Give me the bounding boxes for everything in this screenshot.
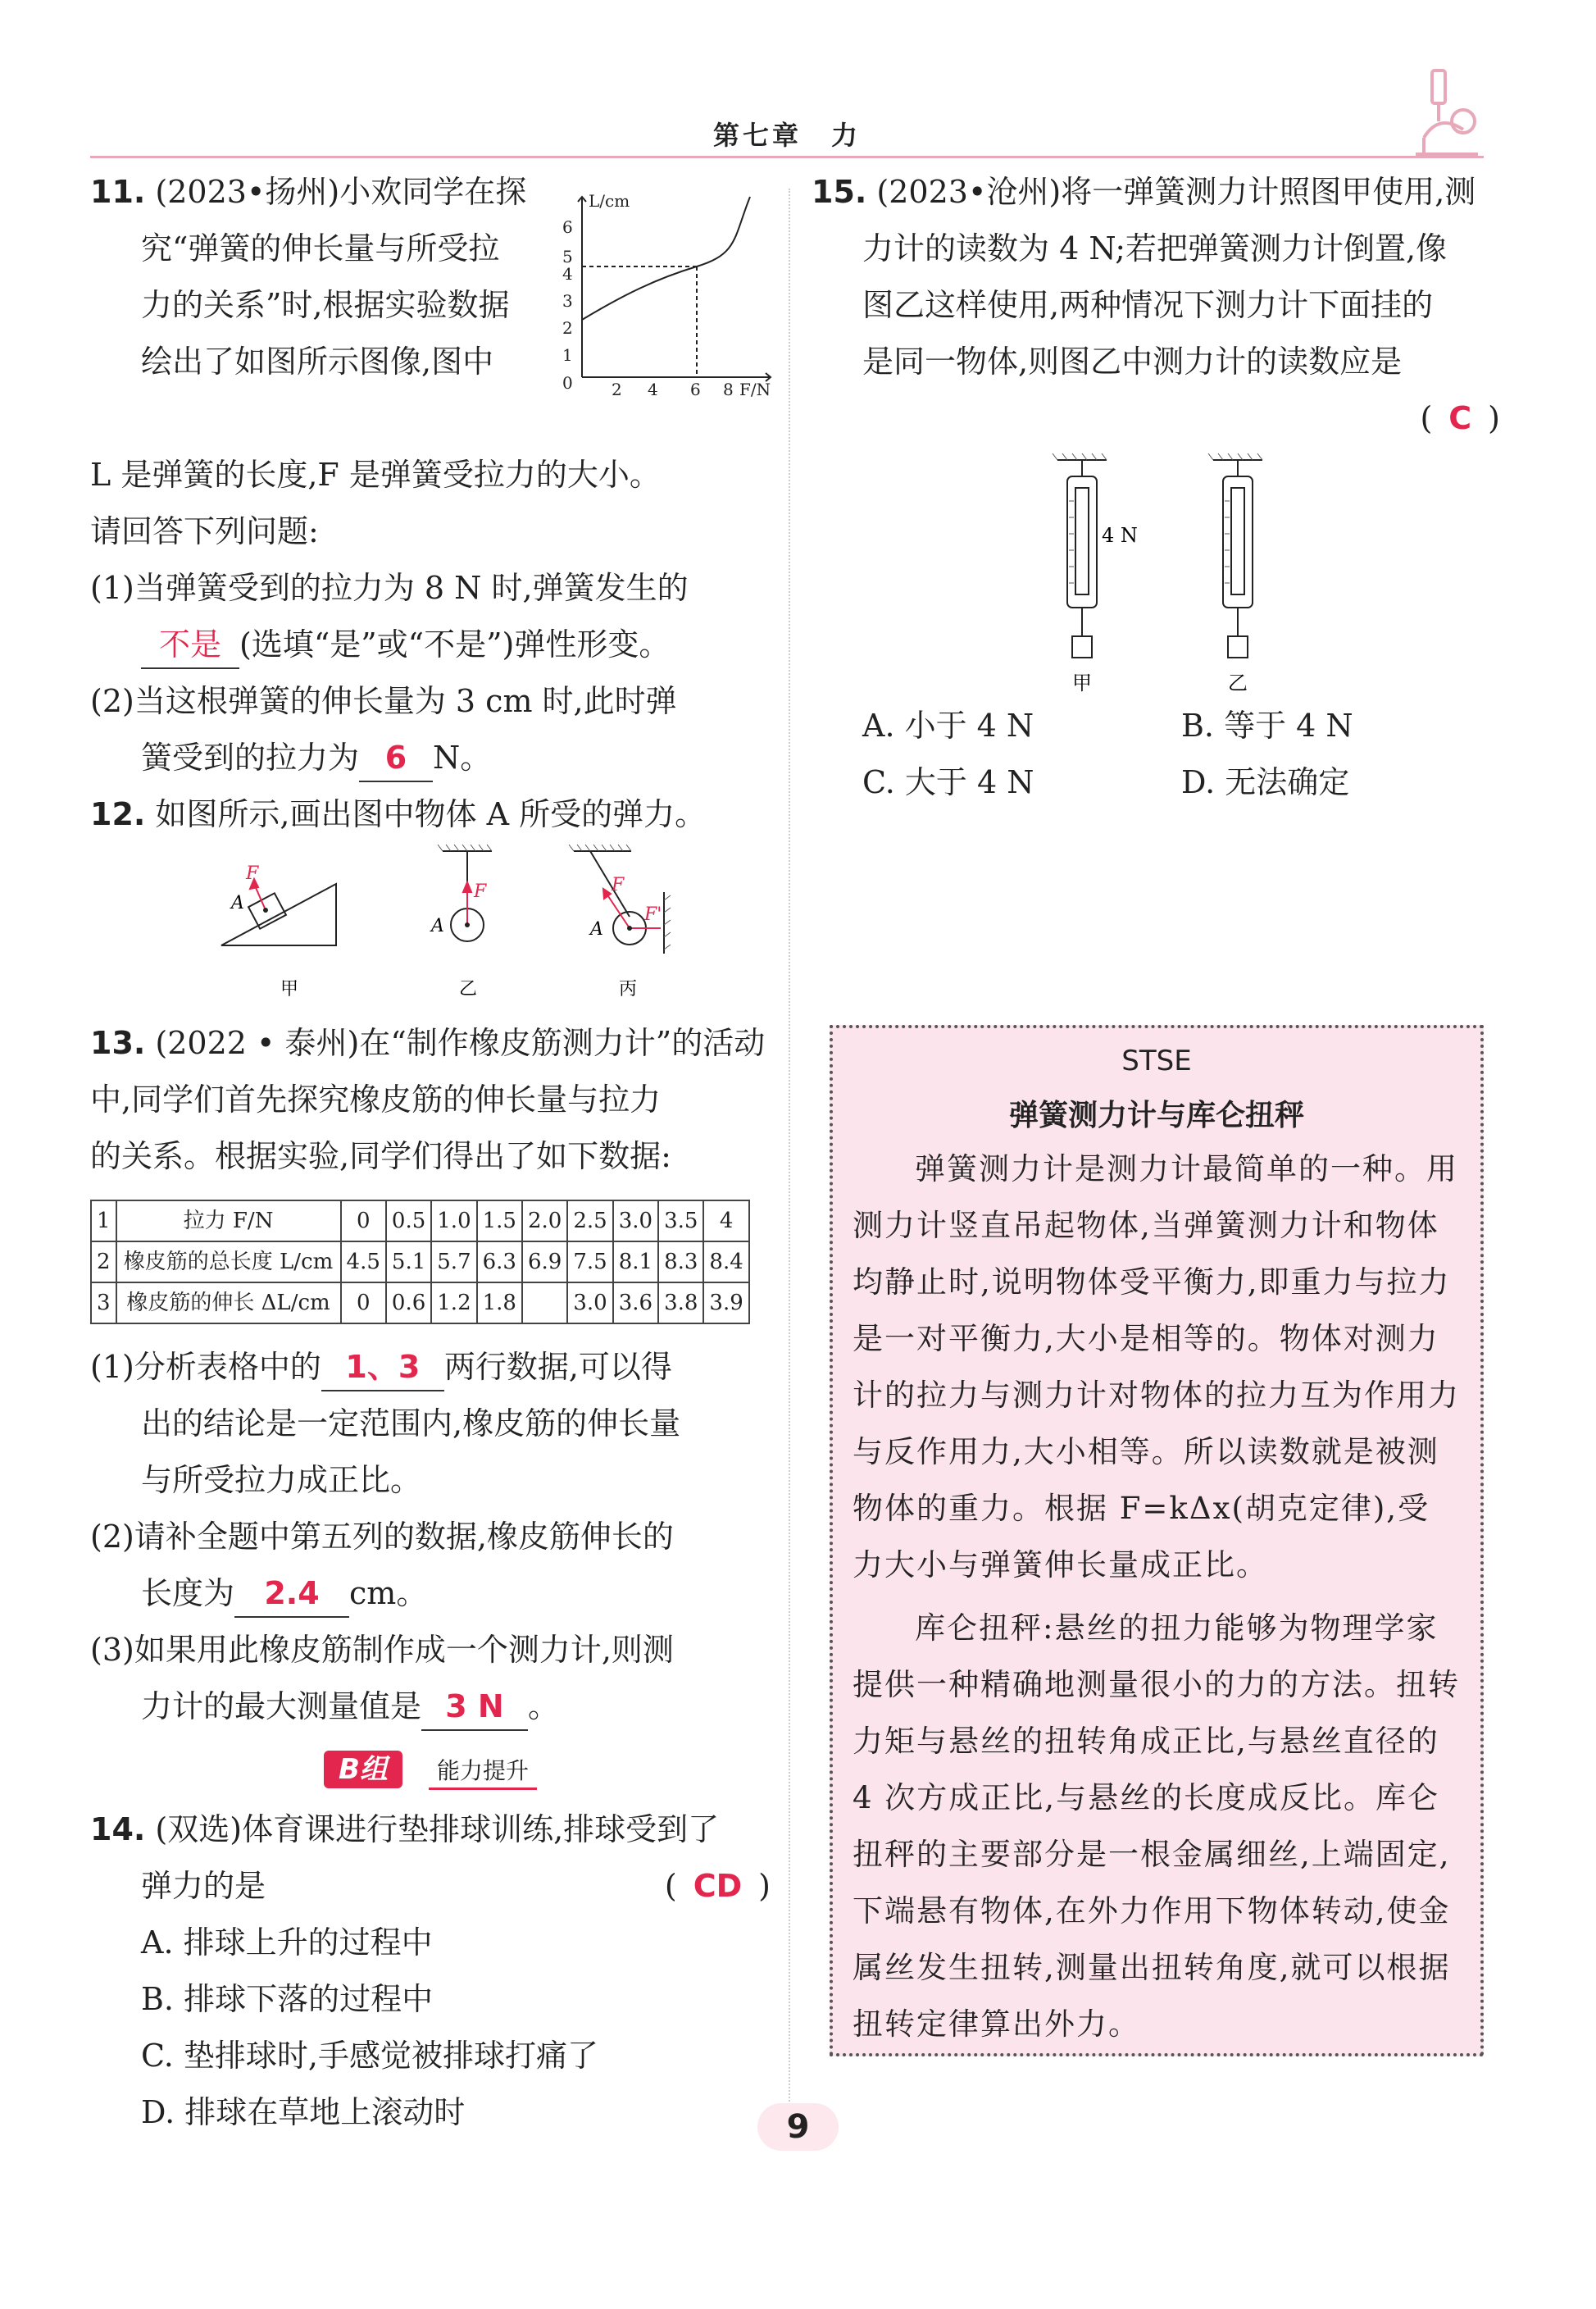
table-cell: 1.5 [477,1200,522,1241]
table-cell: 2 [91,1241,116,1282]
table-cell [522,1282,567,1323]
question-text: 请回答下列问题: [90,513,319,549]
graph-xtick: 4 [648,380,658,399]
table-cell: 5.7 [431,1241,476,1282]
question-11 [90,164,771,447]
sub-question-cont: 力计的最大测量值是 3 N 。 [90,1678,771,1735]
option: B. 排球下落的过程中 [141,1981,434,2017]
question-text: 是同一物体,则图乙中测力计的读数应是 [862,344,1403,380]
graph-xtick: 6 [690,380,701,399]
table-cell: 1 [91,1200,116,1241]
table-cell: 3 [91,1282,116,1323]
options [812,698,1500,811]
left-column [90,164,771,2141]
data-table [90,1200,750,1324]
answer-blank: 6 [359,735,433,782]
header-rule [90,156,1484,158]
table-cell: 1.8 [477,1282,522,1323]
sub-question: (2)请补全题中第五列的数据,橡皮筋伸长的 [90,1519,674,1555]
question-12 [90,786,771,843]
stse-paragraph: 库仑扭秤:悬丝的扭力能够为物理学家提供一种精确地测量很小的力的方法。扭转力矩与悬丝的扭转角成正比,与悬丝直径的 4 次方成正比,与悬丝的长度成反比。库仑扭秤的主要部分是一根金属细丝,上端固定,下端悬有物体,在外力作用下物体转动,使金属丝发生扭转,测量出扭转角度,就可以根据扭转定律算出外力。 [853,1610,1460,2042]
table-row [91,1241,749,1282]
sub-question-cont: 簧受到的拉力为 6 N。 [90,730,771,786]
option: C. 垫排球时,手感觉被排球打痛了 [141,2038,598,2074]
sub-question-cont: 不是 (选填“是”或“不是”)弹性形变。 [90,617,771,673]
microscope-icon [1399,64,1489,162]
spring-graph [549,180,787,402]
group-badge: B组 [324,1751,402,1788]
table-cell: 6.9 [522,1241,567,1282]
page-header [90,115,1484,156]
table-cell: 0.6 [386,1282,431,1323]
answer-row [812,390,1500,447]
table-cell: 7.5 [567,1241,612,1282]
table-cell: 2.5 [567,1200,612,1241]
table-row [91,1282,749,1323]
question-14: 14. (双选)体育课进行垫排球训练,排球受到了 [90,1811,720,1847]
answer-paren: ( C ) [1420,400,1500,436]
question-text: 弹力的是 ( CD ) [90,1858,771,1915]
question-text: 力的关系”时,根据实验数据 [141,287,510,323]
question-text: L 是弹簧的长度,F 是弹簧受拉力的大小。 [90,457,661,493]
force-label: F [474,881,487,902]
option: C. 大于 4 N [862,764,1034,800]
graph-ytick: 1 [562,345,573,365]
question-number: 15. [812,174,867,210]
question-text: 图乙这样使用,两种情况下测力计下面挂的 [862,287,1434,323]
stse-title: 弹簧测力计与库仑扭秤 [1008,1099,1304,1132]
sub-question: (1)分析表格中的 1、3 两行数据,可以得 [90,1339,771,1396]
table-cell: 1.2 [431,1282,476,1323]
table-cell: 3.6 [613,1282,658,1323]
table-cell: 2.0 [522,1200,567,1241]
sub-question: (1)当弹簧受到的拉力为 8 N 时,弹簧发生的 [90,570,689,606]
question-text: 究“弹簧的伸长量与所受拉 [141,230,500,266]
question-text: 如图所示,画出图中物体 A 所受的弹力。 [155,796,707,832]
page-number: 9 [0,2103,1596,2151]
table-cell: 8.3 [658,1241,703,1282]
object-label: A [231,893,244,913]
answer-blank: 2.4 [234,1570,349,1618]
graph-ytick: 5 [562,247,573,266]
answer-blank: 3 N [421,1683,528,1731]
object-label: A [590,919,603,940]
option: D. 排球在草地上滚动时 [141,2094,466,2130]
question-number: 12. [90,796,146,832]
question-text: 绘出了如图所示图像,图中 [141,344,494,380]
column-divider [789,189,790,2140]
table-cell: 8.4 [703,1241,748,1282]
sub-question: (3)如果用此橡皮筋制作成一个测力计,则测 [90,1632,674,1668]
sub-question-cont: 长度为 2.4 cm。 [90,1565,771,1622]
force-diagrams [90,843,771,1015]
object-label: A [431,916,444,936]
force-label: F' [644,904,662,925]
graph-ytick: 3 [562,291,573,311]
answer-blank: 不是 [141,622,239,669]
option: A. 小于 4 N [862,708,1034,744]
table-cell: 3.5 [658,1200,703,1241]
question-text: (2023•扬州)小欢同学在探 [155,174,527,210]
graph-ytick: 0 [562,373,573,393]
question-text: 的关系。根据实验,同学们得出了如下数据: [90,1138,671,1174]
scale-reading: 4 N [1102,524,1138,547]
table-cell: 3.8 [658,1282,703,1323]
graph-xtick: 2 [612,380,622,399]
spring-scale-figures [812,452,1500,698]
figure-caption: 甲 [1072,672,1092,695]
figure-caption: 乙 [459,979,478,1000]
force-label: F [246,863,259,884]
table-cell: 0 [341,1200,386,1241]
force-label: F [612,875,625,895]
sub-question: (2)当这根弹簧的伸长量为 3 cm 时,此时弹 [90,683,677,719]
table-cell: 拉力 F/N [116,1200,341,1241]
question-number: 14. [90,1811,146,1847]
table-cell: 橡皮筋的伸长 ΔL/cm [116,1282,341,1323]
graph-ytick: 4 [562,264,573,284]
table-row [91,1200,749,1241]
table-cell: 0.5 [386,1200,431,1241]
stse-tag: STSE [1121,1045,1192,1077]
question-13: 13. (2022 • 泰州)在“制作橡皮筋测力计”的活动 [90,1025,766,1061]
table-cell: 4 [703,1200,748,1241]
question-text: 中,同学们首先探究橡皮筋的伸长量与拉力 [90,1082,662,1118]
table-cell: 8.1 [613,1241,658,1282]
table-cell: 3.0 [613,1200,658,1241]
table-cell: 4.5 [341,1241,386,1282]
table-cell: 0 [341,1282,386,1323]
graph-xlabel: F/N [739,380,771,399]
table-cell: 橡皮筋的总长度 L/cm [116,1241,341,1282]
chapter-title: 第七章 力 [712,120,861,151]
question-text: 力计的读数为 4 N;若把弹簧测力计倒置,像 [862,230,1448,266]
question-number: 13. [90,1025,146,1061]
graph-ytick: 6 [562,217,573,237]
answer-blank: 1、3 [321,1344,444,1391]
table-cell: 5.1 [386,1241,431,1282]
figure-caption: 丙 [619,979,638,1000]
graph-ylabel: L/cm [589,191,630,211]
section-b-banner [90,1740,771,1797]
group-label: 能力提升 [429,1755,537,1790]
question-number: 11. [90,174,146,210]
question-text: 出的结论是一定范围内,橡皮筋的伸长量 [141,1405,681,1441]
stse-paragraph: 弹簧测力计是测力计最简单的一种。用测力计竖直吊起物体,当弹簧测力计和物体均静止时,说明物体受平衡力,即重力与拉力是一对平衡力,大小是相等的。物体对测力计的拉力与测力计对物体的拉力互为作用力与反作用力,大小相等。所以读数就是被测物体的重力。根据 F=kΔx(胡克定律),受力大小与弹簧伸长量成正比。 [853,1151,1460,1583]
table-cell: 6.3 [477,1241,522,1282]
table-cell: 1.0 [431,1200,476,1241]
right-column [812,164,1500,811]
question-15: 15. (2023•沧州)将一弹簧测力计照图甲使用,测 [812,174,1476,210]
table-cell: 3.0 [567,1282,612,1323]
option: B. 等于 4 N [1181,708,1353,744]
figure-caption: 乙 [1228,672,1248,695]
graph-ytick: 2 [562,318,573,338]
table-cell: 3.9 [703,1282,748,1323]
graph-xtick: 8 [723,380,734,399]
stse-box [830,1025,1484,2056]
option: D. 无法确定 [1181,764,1350,800]
figure-caption: 甲 [280,979,299,1000]
answer-paren: ( CD ) [664,1868,771,1904]
option: A. 排球上升的过程中 [141,1924,433,1961]
question-text: 与所受拉力成正比。 [141,1462,422,1498]
